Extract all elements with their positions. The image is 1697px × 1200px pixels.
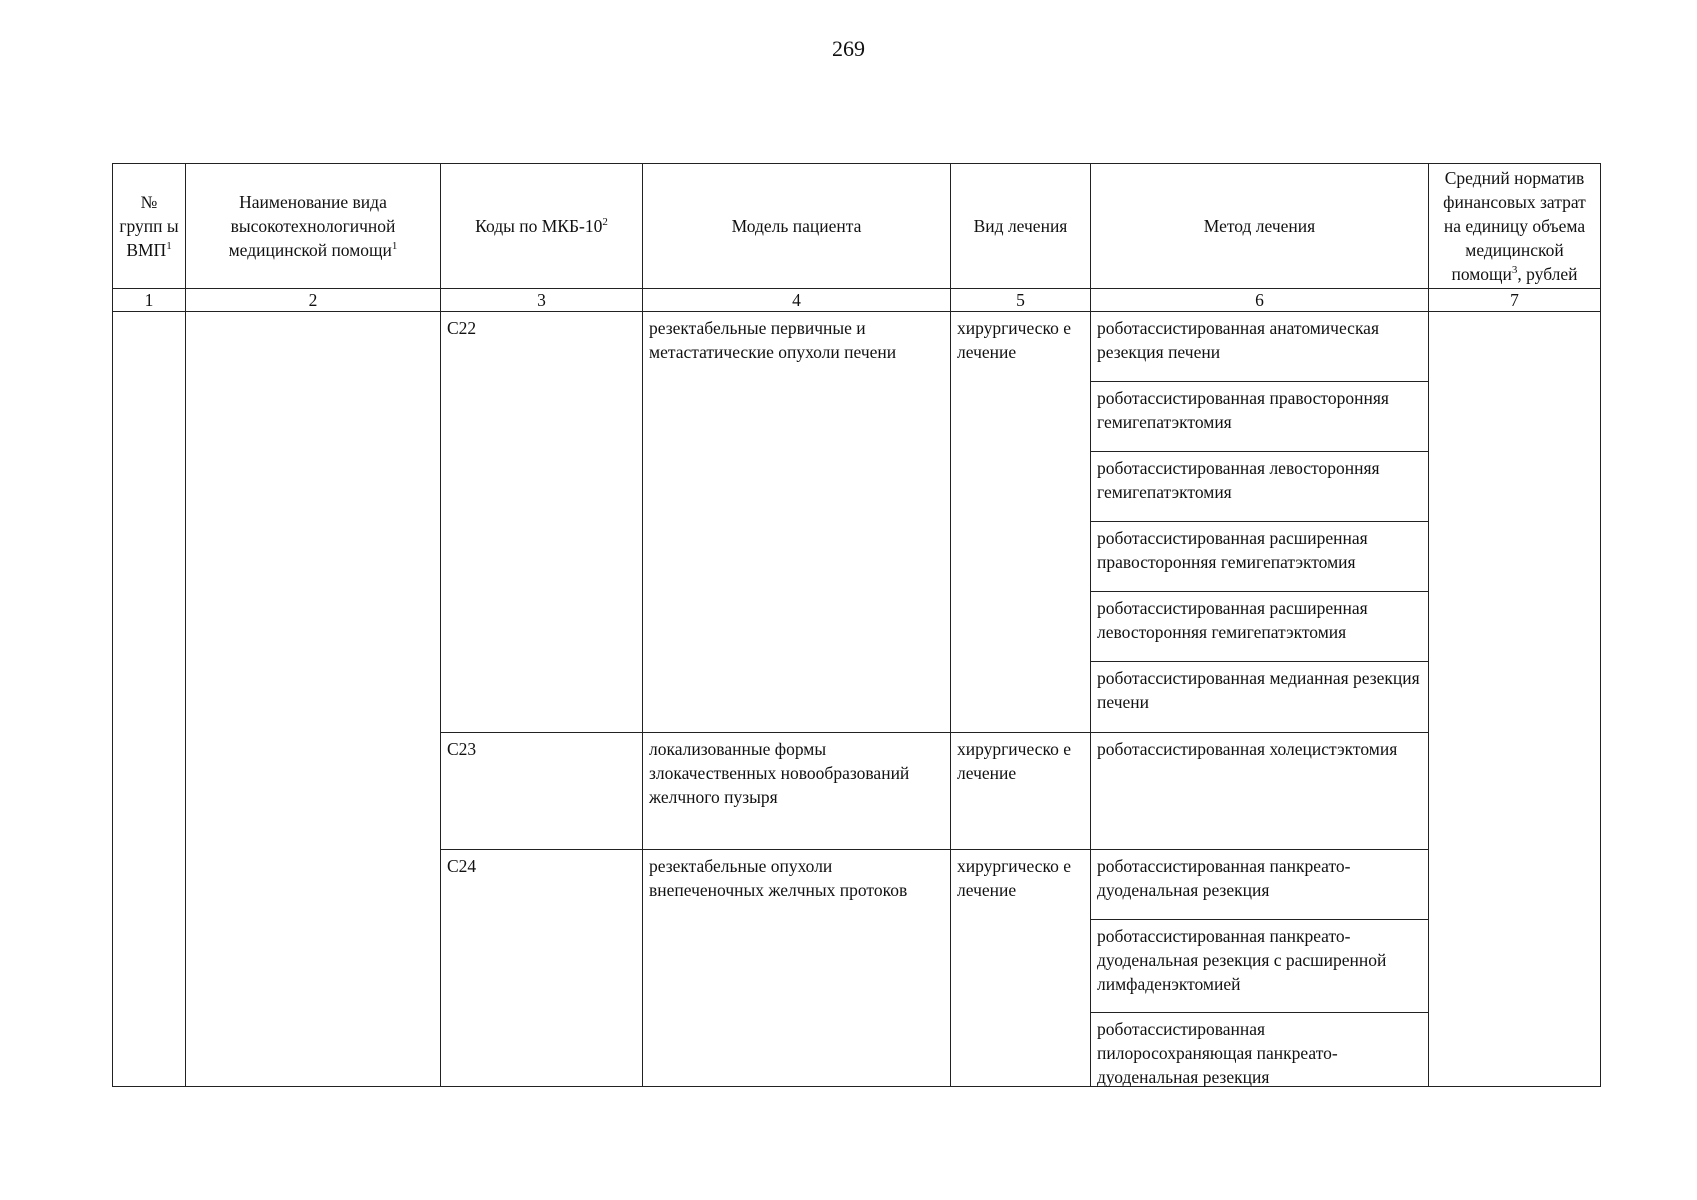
header-treatment-method: Метод лечения (1091, 164, 1429, 289)
icd-code-cell: C23 (441, 733, 643, 850)
treatment-method: роботассистированная расширенная левосторонняя гемигепатэктомия (1091, 592, 1428, 662)
treatment-methods-cell (1091, 733, 1429, 850)
column-number: 7 (1429, 289, 1601, 312)
treatment-type-cell: хирургическо е лечение (951, 850, 1091, 1087)
column-number: 5 (951, 289, 1091, 312)
header-group-number: № групп ы ВМП$^1$ (113, 164, 186, 289)
header-treatment-type: Вид лечения (951, 164, 1091, 289)
patient-model-cell: резектабельные опухоли внепеченочных желчных протоков (643, 850, 951, 1087)
header-icd-codes: Коды по МКБ-$10^2$ (441, 164, 643, 289)
column-number: 6 (1091, 289, 1429, 312)
treatment-method: роботассистированная панкреато-дуоденальная резекция (1091, 850, 1428, 920)
treatment-method: роботассистированная правосторонняя гемигепатэктомия (1091, 382, 1428, 452)
cost-norm-cell (1429, 312, 1601, 1087)
column-number: 2 (186, 289, 441, 312)
treatment-method: роботассистированная анатомическая резекция печени (1091, 312, 1428, 382)
treatment-type-cell: хирургическо е лечение (951, 312, 1091, 733)
patient-model-cell: резектабельные первичные и метастатические опухоли печени (643, 312, 951, 733)
column-number: 1 (113, 289, 186, 312)
patient-model-cell: локализованные формы злокачественных новообразований желчного пузыря (643, 733, 951, 850)
header-patient-model: Модель пациента (643, 164, 951, 289)
column-number: 4 (643, 289, 951, 312)
column-number: 3 (441, 289, 643, 312)
column-number-row (113, 289, 1601, 312)
treatment-methods-cell (1091, 312, 1429, 733)
care-type-cell (186, 312, 441, 1087)
page-number: 269 (832, 36, 865, 61)
vmp-table (112, 163, 1601, 1087)
treatment-method: роботассистированная панкреато-дуоденальная резекция с расширенной лимфаденэктомией (1091, 920, 1428, 1013)
treatment-type-cell: хирургическо е лечение (951, 733, 1091, 850)
header-cost-norm: Средний норматив финансовых затрат на единицу объема медицинской помощи$^3$, рублей (1429, 164, 1601, 289)
treatment-methods-cell (1091, 850, 1429, 1087)
treatment-method: роботассистированная медианная резекция печени (1097, 668, 1420, 712)
treatment-method: роботассистированная пилоросохраняющая панкреато-дуоденальная резекция (1097, 1019, 1338, 1087)
icd-code-cell: C24 (441, 850, 643, 1087)
header-row (113, 164, 1601, 289)
table-row (113, 312, 1601, 733)
header-care-type: Наименование вида высокотехнологичной медицинской помощи$^1$ (186, 164, 441, 289)
treatment-method: роботассистированная холецистэктомия (1097, 739, 1398, 759)
icd-code-cell: C22 (441, 312, 643, 733)
treatment-method: роботассистированная левосторонняя гемигепатэктомия (1091, 452, 1428, 522)
treatment-method: роботассистированная расширенная правосторонняя гемигепатэктомия (1091, 522, 1428, 592)
group-number-cell (113, 312, 186, 1087)
